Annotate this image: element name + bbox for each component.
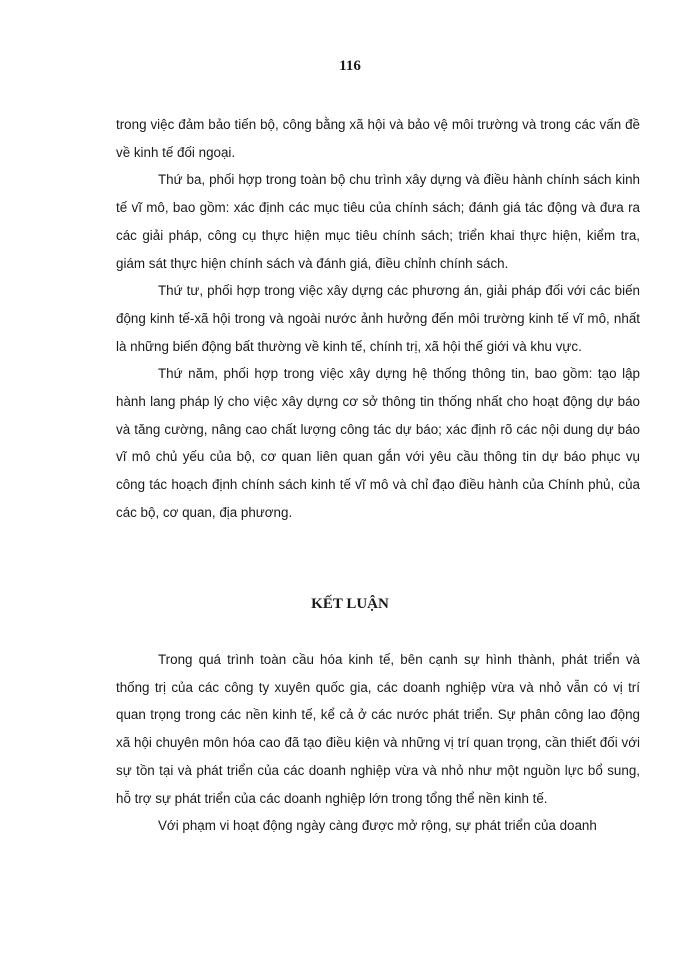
paragraph-thu-nam: Thứ năm, phối hợp trong việc xây dựng hệ thống thông tin, bao gồm: tạo lập hành lang pháp lý cho việc xây dựng cơ sở thông tin thống nhất cho hoạt động dự báo và tăng cường, nâng cao chất lượng công tác dự báo; xác định rõ các nội dung dự báo vĩ mô chủ yếu của bộ, cơ quan liên quan gắn với yêu cầu thông tin dự báo phục vụ công tác hoạch định chính sách kinh tế vĩ mô và chỉ đạo điều hành của Chính phủ, của các bộ, cơ quan, địa phương.: [116, 366, 640, 520]
section-heading-ket-luan: KẾT LUẬN: [311, 596, 389, 612]
body-section-conclusion: [116, 646, 640, 840]
paragraph-conclusion-1: Trong quá trình toàn cầu hóa kinh tế, bên cạnh sự hình thành, phát triển và thống trị của các công ty xuyên quốc gia, các doanh nghiệp vừa và nhỏ vẫn có vị trí quan trọng trong các nền kinh tế, kể cả ở các nước phát triển. Sự phân công lao động xã hội chuyên môn hóa cao đã tạo điều kiện và những vị trí quan trọng, cần thiết đối với sự tồn tại và phát triển của các doanh nghiệp vừa và nhỏ như một nguồn lực bổ sung, hỗ trợ sự phát triển của các doanh nghiệp lớn trong tổng thể nền kinh tế.: [116, 652, 640, 806]
paragraph-thu-tu: Thứ tư, phối hợp trong việc xây dựng các phương án, giải pháp đối với các biến động kinh tế-xã hội trong và ngoài nước ảnh hưởng đến môi trường kinh tế vĩ mô, nhất là những biến động bất thường về kinh tế, chính trị, xã hội thế giới và khu vực.: [116, 283, 640, 354]
paragraph-continuation: trong việc đảm bảo tiến bộ, công bằng xã hội và bảo vệ môi trường và trong các vấn đề về kinh tế đối ngoại.: [116, 117, 640, 160]
body-section-top: [116, 111, 640, 527]
page-number: 116: [339, 58, 361, 74]
paragraph-thu-ba: Thứ ba, phối hợp trong toàn bộ chu trình xây dựng và điều hành chính sách kinh tế vĩ mô, bao gồm: xác định các mục tiêu của chính sách; đánh giá tác động và đưa ra các giải pháp, công cụ thực hiện mục tiêu chính sách; triển khai thực hiện, kiểm tra, giám sát thực hiện chính sách và đánh giá, điều chỉnh chính sách.: [116, 172, 640, 271]
paragraph-conclusion-2: Với phạm vi hoạt động ngày càng được mở rộng, sự phát triển của doanh: [158, 818, 597, 834]
